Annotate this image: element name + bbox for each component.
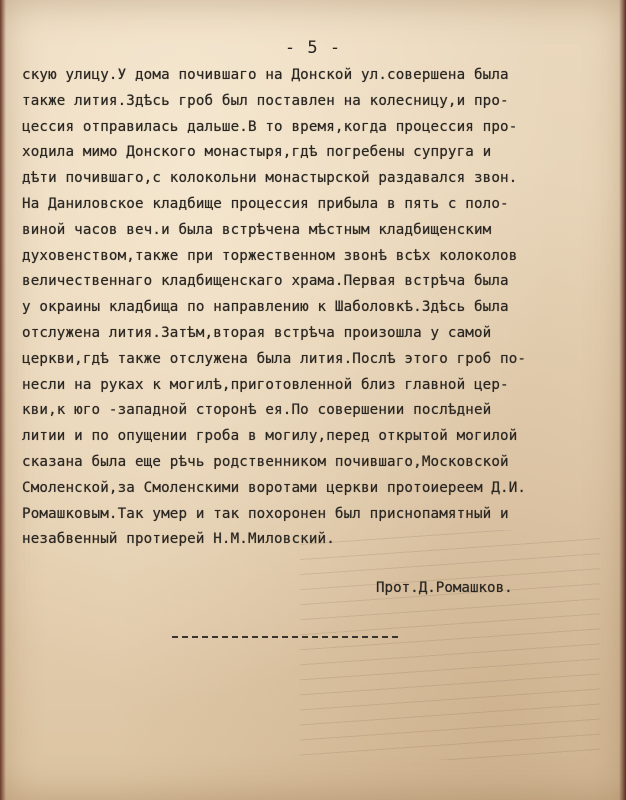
text-line: Ромашковым.Так умер и так похоронен был приснопамятный и: [22, 505, 509, 522]
text-line: литии и по опущении гроба в могилу,перед открытой могилой: [22, 428, 518, 445]
text-line: дѣти почившаго,с колокольни монастырской раздавался звон.: [22, 170, 518, 187]
page-edge-right: [619, 0, 626, 800]
text-line: духовенством,также при торжественном звонѣ всѣх колоколов: [22, 247, 518, 264]
text-line: у окраины кладбища по направлению к Шаболовкѣ.Здѣсь была: [22, 299, 509, 316]
text-line: ходила мимо Донского монастыря,гдѣ погребены супруга и: [22, 144, 492, 161]
text-line: сказана была еще рѣчь родственником почившаго,Московской: [22, 453, 509, 470]
text-line: отслужена лития.Затѣм,вторая встрѣча произошла у самой: [22, 324, 492, 341]
signature: Прот.Д.Ромашков.: [376, 580, 513, 596]
page-edge-left: [0, 0, 6, 800]
text-line: также лития.Здѣсь гроб был поставлен на колесницу,и про-: [22, 92, 509, 109]
text-line: несли на руках к могилѣ,приготовленной близ главной цер-: [22, 376, 509, 393]
text-line: церкви,гдѣ также отслужена была лития.Послѣ этого гроб по-: [22, 350, 527, 367]
text-line: На Даниловское кладбище процессия прибыла в пять с поло-: [22, 195, 509, 212]
text-line: кви,к юго -западной сторонѣ ея.По совершении послѣдней: [22, 402, 492, 419]
text-line: цессия отправилась дальше.В то время,когда процессия про-: [22, 118, 518, 135]
bleed-through-texture: [300, 530, 600, 760]
body-text: [22, 63, 612, 553]
text-line: величественнаго кладбищенскаго храма.Первая встрѣча была: [22, 273, 509, 290]
text-line: незабвенный протиерей Н.М.Миловский.: [22, 531, 335, 548]
text-line: виной часов веч.и была встрѣчена мѣстным кладбищенским: [22, 221, 492, 238]
text-line: Смоленской,за Смоленскими воротами церкви протоиереем Д.И.: [22, 479, 527, 496]
dashed-divider: [172, 636, 398, 638]
page-number: - 5 -: [284, 38, 342, 58]
text-line: скую улицу.У дома почившаго на Донской ул.совершена была: [22, 67, 509, 83]
